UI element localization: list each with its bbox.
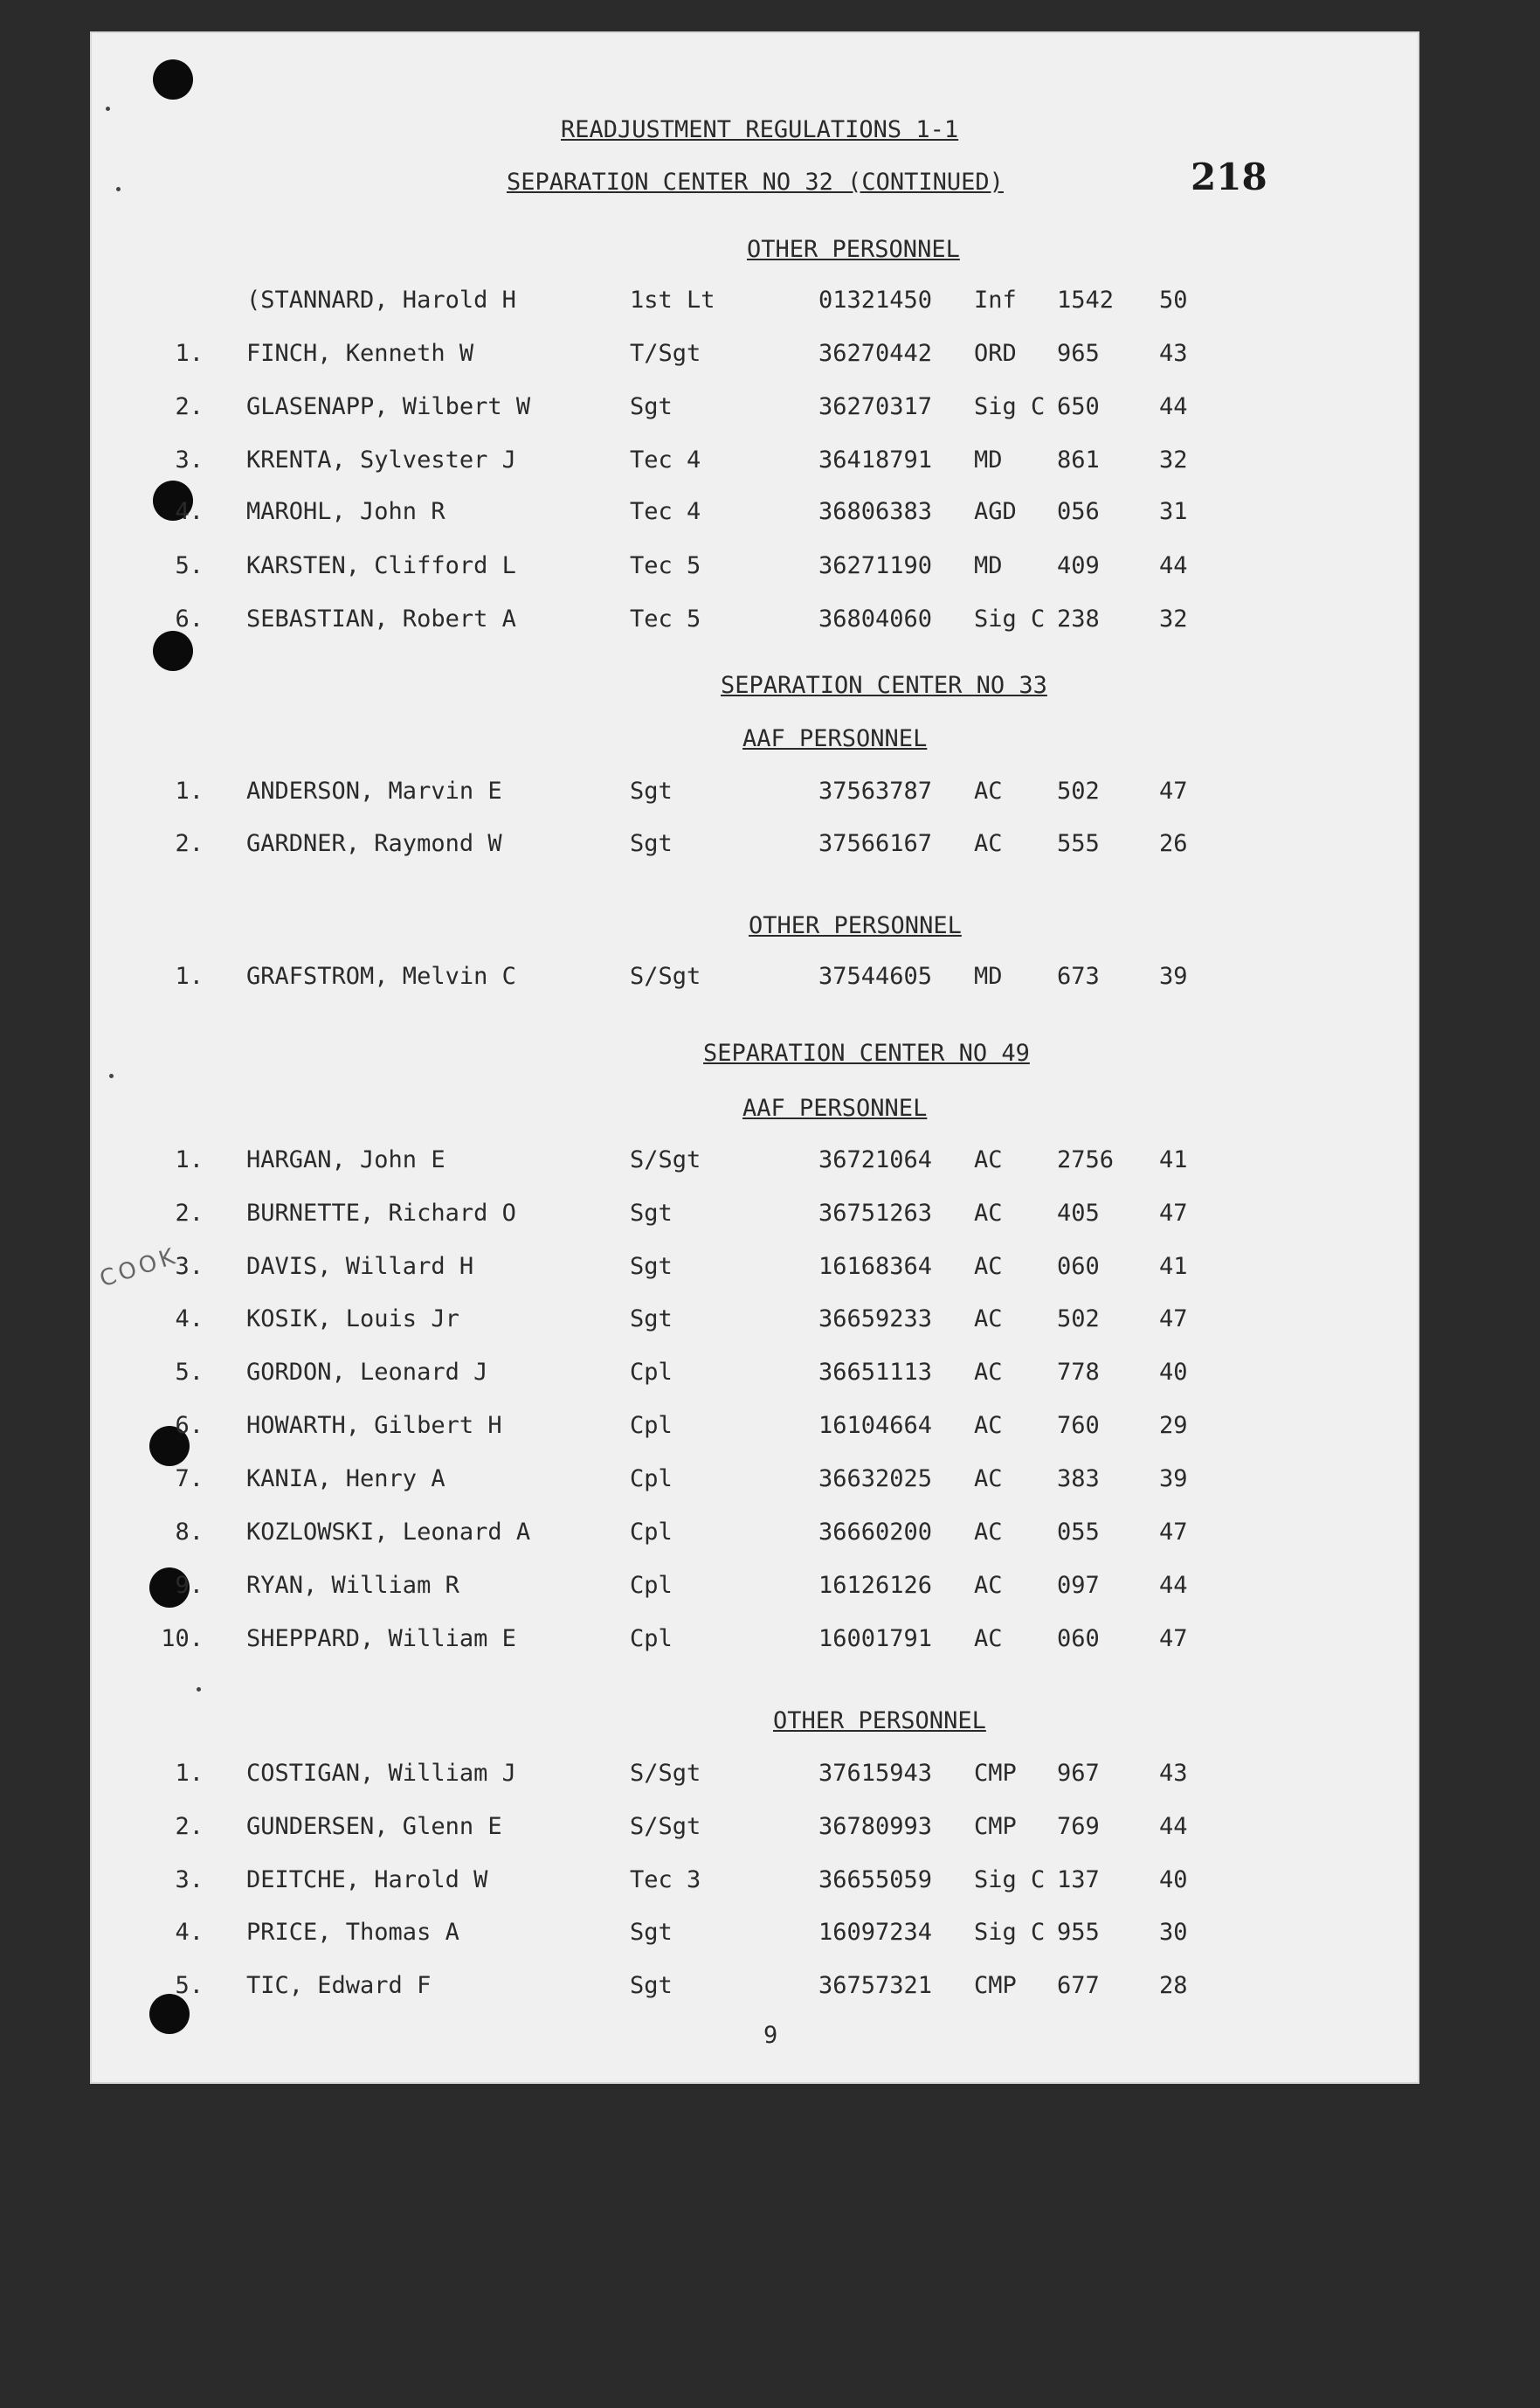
row-rank: Sgt [630, 1305, 673, 1332]
row-branch: AC [974, 1305, 1003, 1332]
row-name: GORDON, Leonard J [246, 1359, 488, 1386]
row-serial: 36632025 [818, 1465, 933, 1492]
row-age: 40 [1159, 1359, 1188, 1386]
row-code: 238 [1057, 605, 1100, 633]
row-age: 26 [1159, 830, 1188, 857]
row-code: 861 [1057, 446, 1100, 474]
row-code: 650 [1057, 393, 1100, 420]
row-num: 2. [175, 830, 204, 857]
row-branch: Inf [974, 287, 1017, 314]
row-rank: S/Sgt [630, 963, 701, 990]
row-code: 383 [1057, 1465, 1100, 1492]
document-page [92, 33, 1418, 2082]
section-heading: OTHER PERSONNEL [747, 236, 960, 263]
row-num: 8. [175, 1519, 204, 1546]
row-branch: AC [974, 1359, 1003, 1386]
row-num: 4. [175, 1305, 204, 1332]
row-rank: Cpl [630, 1572, 673, 1599]
row-age: 39 [1159, 1465, 1188, 1492]
row-age: 39 [1159, 963, 1188, 990]
row-serial: 16001791 [818, 1625, 933, 1652]
row-name: RYAN, William R [246, 1572, 459, 1599]
row-name: SEBASTIAN, Robert A [246, 605, 516, 633]
document-subtitle: SEPARATION CENTER NO 32 (CONTINUED) [507, 169, 1004, 196]
row-serial: 36659233 [818, 1305, 933, 1332]
row-code: 673 [1057, 963, 1100, 990]
row-rank: Cpl [630, 1519, 673, 1546]
row-branch: AC [974, 778, 1003, 805]
ink-speck [197, 1687, 201, 1692]
row-code: 967 [1057, 1760, 1100, 1787]
row-num: 1. [175, 340, 204, 367]
row-age: 41 [1159, 1253, 1188, 1280]
punch-hole [149, 1994, 190, 2034]
row-name: HARGAN, John E [246, 1146, 445, 1173]
row-num: 5. [175, 552, 204, 579]
row-code: 055 [1057, 1519, 1100, 1546]
row-name: KOZLOWSKI, Leonard A [246, 1519, 531, 1546]
row-serial: 36655059 [818, 1866, 933, 1893]
row-serial: 16104664 [818, 1412, 933, 1439]
row-num: 2. [175, 1813, 204, 1840]
row-serial: 36660200 [818, 1519, 933, 1546]
row-rank: Sgt [630, 1200, 673, 1227]
ink-speck [109, 1074, 114, 1078]
row-name: COSTIGAN, William J [246, 1760, 516, 1787]
row-code: 955 [1057, 1919, 1100, 1946]
row-name: BURNETTE, Richard O [246, 1200, 516, 1227]
row-name: KARSTEN, Clifford L [246, 552, 516, 579]
row-age: 50 [1159, 287, 1188, 314]
row-num: 4. [175, 1919, 204, 1946]
ink-speck [106, 107, 110, 111]
section-heading: OTHER PERSONNEL [749, 912, 962, 939]
row-age: 47 [1159, 1200, 1188, 1227]
row-age: 44 [1159, 393, 1188, 420]
row-rank: Sgt [630, 830, 673, 857]
row-num: 1. [175, 963, 204, 990]
row-code: 060 [1057, 1253, 1100, 1280]
row-num: 5. [175, 1359, 204, 1386]
row-branch: MD [974, 446, 1003, 474]
ink-speck [116, 187, 121, 191]
row-code: 502 [1057, 1305, 1100, 1332]
row-serial: 16126126 [818, 1572, 933, 1599]
row-serial: 36804060 [818, 605, 933, 633]
row-num: 6. [175, 1412, 204, 1439]
row-rank: Sgt [630, 1253, 673, 1280]
row-code: 060 [1057, 1625, 1100, 1652]
row-code: 056 [1057, 498, 1100, 525]
row-num: 7. [175, 1465, 204, 1492]
row-serial: 36270317 [818, 393, 933, 420]
row-name: MAROHL, John R [246, 498, 445, 525]
row-age: 32 [1159, 605, 1188, 633]
row-code: 1542 [1057, 287, 1115, 314]
row-age: 30 [1159, 1919, 1188, 1946]
row-code: 778 [1057, 1359, 1100, 1386]
section-center-heading: SEPARATION CENTER NO 33 [721, 672, 1047, 699]
row-name: KOSIK, Louis Jr [246, 1305, 459, 1332]
punch-hole [153, 631, 193, 671]
row-serial: 36751263 [818, 1200, 933, 1227]
row-branch: AC [974, 1519, 1003, 1546]
row-num: 1. [175, 778, 204, 805]
row-name: GUNDERSEN, Glenn E [246, 1813, 502, 1840]
row-name: GARDNER, Raymond W [246, 830, 502, 857]
row-code: 677 [1057, 1972, 1100, 1999]
row-age: 44 [1159, 1572, 1188, 1599]
row-age: 43 [1159, 340, 1188, 367]
row-serial: 36780993 [818, 1813, 933, 1840]
row-num: 6. [175, 605, 204, 633]
row-branch: ORD [974, 340, 1017, 367]
row-serial: 36651113 [818, 1359, 933, 1386]
row-serial: 16168364 [818, 1253, 933, 1280]
row-code: 965 [1057, 340, 1100, 367]
row-serial: 36418791 [818, 446, 933, 474]
row-branch: AC [974, 1625, 1003, 1652]
row-rank: Sgt [630, 778, 673, 805]
handwritten-annotation: COOK [96, 1242, 182, 1293]
row-branch: MD [974, 963, 1003, 990]
row-name: TIC, Edward F [246, 1972, 432, 1999]
row-rank: 1st Lt [630, 287, 715, 314]
row-code: 555 [1057, 830, 1100, 857]
row-code: 405 [1057, 1200, 1100, 1227]
section-center-heading: SEPARATION CENTER NO 49 [703, 1040, 1030, 1067]
row-rank: Cpl [630, 1625, 673, 1652]
row-branch: CMP [974, 1813, 1017, 1840]
row-name: (STANNARD, Harold H [246, 287, 516, 314]
row-age: 40 [1159, 1866, 1188, 1893]
row-name: DEITCHE, Harold W [246, 1866, 488, 1893]
row-serial: 36721064 [818, 1146, 933, 1173]
row-branch: AC [974, 1146, 1003, 1173]
row-code: 502 [1057, 778, 1100, 805]
row-name: SHEPPARD, William E [246, 1625, 516, 1652]
row-code: 137 [1057, 1866, 1100, 1893]
row-code: 2756 [1057, 1146, 1115, 1173]
footer-page-number: 9 [763, 2022, 778, 2049]
row-age: 47 [1159, 1519, 1188, 1546]
row-branch: AC [974, 1253, 1003, 1280]
row-age: 47 [1159, 1305, 1188, 1332]
row-branch: Sig C [974, 605, 1046, 633]
row-rank: Cpl [630, 1359, 673, 1386]
row-rank: Tec 3 [630, 1866, 701, 1893]
row-branch: Sig C [974, 1866, 1046, 1893]
row-name: FINCH, Kenneth W [246, 340, 474, 367]
row-age: 44 [1159, 552, 1188, 579]
row-age: 29 [1159, 1412, 1188, 1439]
row-rank: Tec 4 [630, 498, 701, 525]
row-serial: 37566167 [818, 830, 933, 857]
row-serial: 36270442 [818, 340, 933, 367]
row-name: DAVIS, Willard H [246, 1253, 474, 1280]
row-num: 2. [175, 1200, 204, 1227]
row-branch: CMP [974, 1972, 1017, 1999]
row-branch: Sig C [974, 393, 1046, 420]
section-heading: AAF PERSONNEL [742, 725, 928, 752]
row-serial: 36757321 [818, 1972, 933, 1999]
row-serial: 37544605 [818, 963, 933, 990]
row-branch: CMP [974, 1760, 1017, 1787]
row-branch: AC [974, 1572, 1003, 1599]
row-num: 10. [161, 1625, 204, 1652]
row-rank: Cpl [630, 1412, 673, 1439]
row-rank: Sgt [630, 393, 673, 420]
row-num: 5. [175, 1972, 204, 1999]
row-name: PRICE, Thomas A [246, 1919, 459, 1946]
row-num: 9. [175, 1572, 204, 1599]
row-rank: S/Sgt [630, 1146, 701, 1173]
row-code: 409 [1057, 552, 1100, 579]
row-name: GLASENAPP, Wilbert W [246, 393, 531, 420]
row-serial: 16097234 [818, 1919, 933, 1946]
row-rank: Sgt [630, 1919, 673, 1946]
row-name: KANIA, Henry A [246, 1465, 445, 1492]
row-rank: Sgt [630, 1972, 673, 1999]
row-num: 2. [175, 393, 204, 420]
row-rank: Cpl [630, 1465, 673, 1492]
row-branch: Sig C [974, 1919, 1046, 1946]
row-branch: AC [974, 1200, 1003, 1227]
row-age: 28 [1159, 1972, 1188, 1999]
row-num: 3. [175, 446, 204, 474]
page-number: 218 [1191, 156, 1267, 198]
row-name: HOWARTH, Gilbert H [246, 1412, 502, 1439]
row-branch: AC [974, 830, 1003, 857]
row-num: 3. [175, 1253, 204, 1280]
section-heading: AAF PERSONNEL [742, 1095, 928, 1122]
row-serial: 01321450 [818, 287, 933, 314]
row-age: 47 [1159, 1625, 1188, 1652]
row-serial: 37563787 [818, 778, 933, 805]
row-age: 47 [1159, 778, 1188, 805]
row-serial: 36806383 [818, 498, 933, 525]
row-branch: AC [974, 1465, 1003, 1492]
row-num: 4. [175, 498, 204, 525]
row-branch: AGD [974, 498, 1017, 525]
row-age: 32 [1159, 446, 1188, 474]
row-branch: AC [974, 1412, 1003, 1439]
row-num: 1. [175, 1760, 204, 1787]
row-rank: Tec 5 [630, 552, 701, 579]
punch-hole [153, 59, 193, 100]
row-age: 41 [1159, 1146, 1188, 1173]
row-rank: Tec 4 [630, 446, 701, 474]
row-age: 44 [1159, 1813, 1188, 1840]
row-age: 31 [1159, 498, 1188, 525]
row-code: 097 [1057, 1572, 1100, 1599]
document-title: READJUSTMENT REGULATIONS 1-1 [561, 116, 959, 143]
row-name: GRAFSTROM, Melvin C [246, 963, 516, 990]
row-num: 3. [175, 1866, 204, 1893]
row-code: 760 [1057, 1412, 1100, 1439]
row-num: 1. [175, 1146, 204, 1173]
row-age: 43 [1159, 1760, 1188, 1787]
row-name: ANDERSON, Marvin E [246, 778, 502, 805]
row-rank: S/Sgt [630, 1813, 701, 1840]
row-serial: 37615943 [818, 1760, 933, 1787]
row-rank: S/Sgt [630, 1760, 701, 1787]
row-rank: Tec 5 [630, 605, 701, 633]
section-heading: OTHER PERSONNEL [773, 1707, 986, 1734]
row-name: KRENTA, Sylvester J [246, 446, 516, 474]
row-branch: MD [974, 552, 1003, 579]
row-serial: 36271190 [818, 552, 933, 579]
row-rank: T/Sgt [630, 340, 701, 367]
row-code: 769 [1057, 1813, 1100, 1840]
